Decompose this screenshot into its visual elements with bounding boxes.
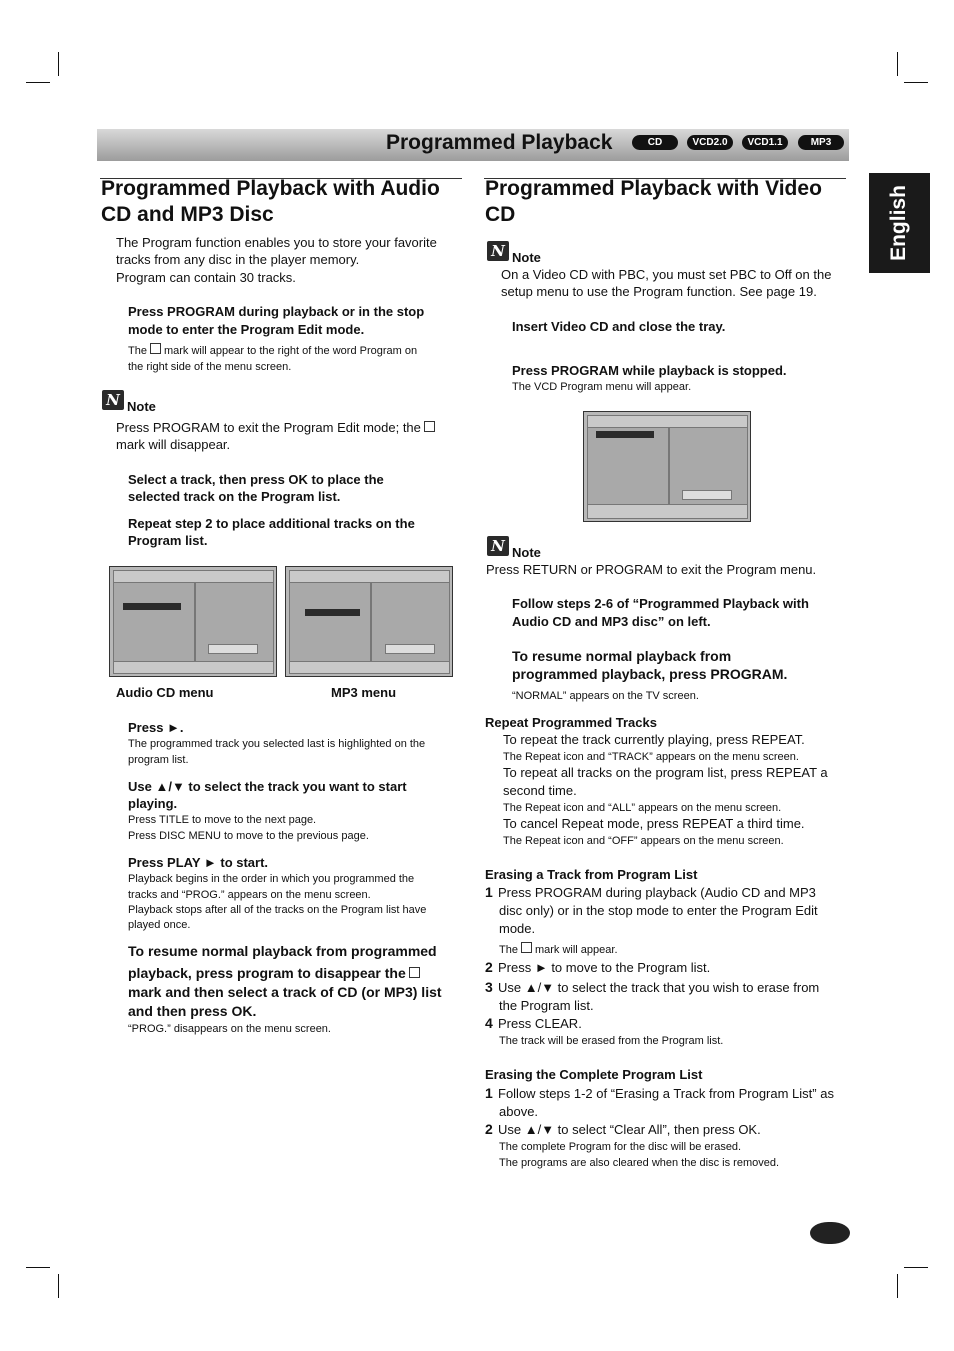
step-number: 3: [485, 979, 493, 995]
step-number: 1: [485, 884, 493, 900]
page-title: Programmed Playback: [386, 131, 613, 154]
resume-instruction: and then press OK.: [128, 1003, 257, 1019]
note-text: On a Video CD with PBC, you must set PBC to Off on the: [501, 267, 832, 282]
note-icon: N: [487, 241, 509, 261]
repeat-text: second time.: [503, 783, 577, 798]
resume-instruction: [128, 965, 423, 983]
audio-cd-menu-screenshot: [109, 566, 277, 677]
resume-detail: “PROG.” disappears on the menu screen.: [128, 1023, 331, 1035]
step-1: mode to enter the Program Edit mode.: [128, 322, 365, 337]
crop-mark: [58, 1274, 59, 1298]
selected-track: [123, 603, 181, 610]
repeat-heading: Repeat Programmed Tracks: [485, 715, 657, 730]
badge-vcd20: VCD2.0: [687, 135, 733, 150]
step-6-detail: tracks and “PROG.” appears on the menu screen.: [128, 889, 371, 901]
step-text: Use ▲/▼ to select the track that you wish to erase from: [498, 980, 820, 995]
step-number: 2: [485, 959, 493, 975]
track-list-pane: [113, 582, 195, 662]
badge-vcd11: VCD1.1: [742, 135, 788, 150]
note-text-part: Press PROGRAM to exit the Program Edit mode; the: [116, 420, 421, 435]
step-3: Repeat step 2 to place additional tracks on the: [128, 516, 415, 531]
vcd-resume: programmed playback, press PROGRAM.: [512, 666, 788, 682]
step-number: 4: [485, 1015, 493, 1031]
step-text: Press ► to move to the Program list.: [498, 960, 711, 975]
vcd-step-3: Audio CD and MP3 disc” on left.: [512, 614, 711, 629]
vcd-resume-detail: “NORMAL” appears on the TV screen.: [512, 690, 699, 702]
repeat-detail: The Repeat icon and “ALL” appears on the menu screen.: [503, 802, 782, 814]
crop-mark: [904, 1267, 928, 1268]
crop-mark: [897, 52, 898, 76]
program-mark-icon: [424, 421, 435, 432]
crop-mark: [904, 82, 928, 83]
step-5: playing.: [128, 796, 178, 811]
clear-step-2-detail: The complete Program for the disc will be erased.: [499, 1141, 742, 1153]
vcd-resume: To resume normal playback from: [512, 648, 732, 664]
detail-text: The: [499, 944, 518, 956]
repeat-detail: The Repeat icon and “OFF” appears on the menu screen.: [503, 835, 784, 847]
right-heading: Programmed Playback with Video: [485, 177, 822, 200]
step-2: Select a track, then press OK to place the: [128, 472, 384, 487]
step-6: Press PLAY ► to start.: [128, 855, 269, 870]
note-label: Note: [512, 545, 541, 560]
repeat-text: To repeat all tracks on the program list, press REPEAT a: [503, 765, 828, 780]
clear-step-2-detail: The programs are also cleared when the disc is removed.: [499, 1157, 780, 1169]
track-list-pane: [587, 427, 669, 505]
track-list-pane: [289, 582, 371, 662]
step-4-detail: program list.: [128, 754, 189, 766]
status-bar: [113, 661, 274, 674]
step-6-detail: Playback stops after all of the tracks on the Program list have: [128, 904, 427, 916]
step-text: Press PROGRAM during playback (Audio CD and MP3: [498, 885, 816, 900]
step-1-detail: [128, 343, 417, 359]
program-mark-icon: [521, 942, 532, 953]
note-text: mark will disappear.: [116, 437, 231, 452]
note-text: setup menu to use the Program function. See page 19.: [501, 284, 817, 299]
caption-audio-cd-menu: Audio CD menu: [116, 685, 214, 700]
step-1: Press PROGRAM during playback or in the stop: [128, 304, 425, 319]
clear-all-button: [385, 644, 435, 654]
program-mark-icon: [409, 967, 420, 978]
step-5-detail: Press TITLE to move to the next page.: [128, 814, 317, 826]
note-label: Note: [127, 399, 156, 414]
step-text: Follow steps 1-2 of “Erasing a Track from Program List” as: [498, 1086, 834, 1101]
crop-mark: [897, 1274, 898, 1298]
status-bar: [289, 661, 450, 674]
caption-mp3-menu: MP3 menu: [331, 685, 397, 700]
repeat-text: To repeat the track currently playing, press REPEAT.: [503, 732, 805, 747]
detail-text: mark will appear to the right of the word Program on: [163, 345, 418, 357]
intro-line: tracks from any disc in the player memory.: [116, 252, 360, 267]
step-4-detail: The programmed track you selected last is highlighted on the: [128, 738, 426, 750]
clear-all-button: [682, 490, 732, 500]
badge-cd: CD: [632, 135, 678, 150]
erase-step-4: [485, 1015, 582, 1033]
erase-step-1: [485, 884, 816, 902]
mp3-menu-screenshot: [285, 566, 453, 677]
erase-step-4-detail: The track will be erased from the Program list.: [499, 1035, 724, 1047]
resume-instruction: To resume normal playback from programmed: [128, 943, 437, 959]
page-number-oval: [810, 1222, 850, 1244]
step-4: Press ►.: [128, 720, 184, 735]
erase-step-1: mode.: [499, 921, 536, 936]
right-heading: CD: [485, 203, 516, 226]
step-number: 2: [485, 1121, 493, 1137]
vcd-step-1: Insert Video CD and close the tray.: [512, 319, 726, 334]
clear-all-button: [208, 644, 258, 654]
resume-instruction: mark and then select a track of CD (or MP3) list: [128, 984, 442, 1000]
note-text: Press RETURN or PROGRAM to exit the Program menu.: [486, 562, 817, 577]
detail-text: The: [128, 345, 147, 357]
vcd-step-2-detail: The VCD Program menu will appear.: [512, 381, 692, 393]
vcd-step-3: Follow steps 2-6 of “Programmed Playback with: [512, 596, 809, 611]
intro-line: Program can contain 30 tracks.: [116, 270, 296, 285]
crop-mark: [26, 82, 50, 83]
step-3: Program list.: [128, 533, 208, 548]
program-mark-icon: [150, 343, 161, 354]
badge-mp3: MP3: [798, 135, 844, 150]
step-number: 1: [485, 1085, 493, 1101]
step-6-detail: Playback begins in the order in which you programmed the: [128, 873, 415, 885]
erase-step-1: disc only) or in the stop mode to enter the Program Edit: [499, 903, 818, 918]
language-tab: [869, 173, 930, 273]
repeat-detail: The Repeat icon and “TRACK” appears on the menu screen.: [503, 751, 799, 763]
selected-track: [596, 431, 654, 438]
step-1-detail: the right side of the menu screen.: [128, 361, 292, 373]
resume-text: playback, press program to disappear the: [128, 965, 406, 981]
crop-mark: [58, 52, 59, 76]
clear-step-1: above.: [499, 1104, 539, 1119]
vcd-step-2: Press PROGRAM while playback is stopped.: [512, 363, 787, 378]
note-text: [116, 419, 438, 437]
erase-step-1-detail: [499, 942, 618, 958]
left-heading: Programmed Playback with Audio CD and MP3 Disc: [101, 177, 440, 226]
step-6-detail: played once.: [128, 919, 191, 931]
language-tab-label: English: [887, 185, 910, 261]
erase-step-3: the Program list.: [499, 998, 594, 1013]
vcd-menu-screenshot: [583, 411, 751, 522]
step-5: Use ▲/▼ to select the track you want to start: [128, 779, 407, 794]
selected-track: [305, 609, 360, 616]
erase-step-2: [485, 959, 710, 977]
step-text: Press CLEAR.: [498, 1016, 582, 1031]
note-icon: N: [102, 390, 124, 410]
step-5-detail: Press DISC MENU to move to the previous page.: [128, 830, 369, 842]
detail-text: mark will appear.: [534, 944, 618, 956]
step-text: Use ▲/▼ to select “Clear All”, then press OK.: [498, 1122, 761, 1137]
clear-heading: Erasing the Complete Program List: [485, 1067, 703, 1082]
erase-step-3: [485, 979, 819, 997]
erase-heading: Erasing a Track from Program List: [485, 867, 698, 882]
status-bar: [587, 504, 748, 519]
intro-line: The Program function enables you to store your favorite: [116, 235, 437, 250]
clear-step-2: [485, 1121, 761, 1139]
note-icon: N: [487, 536, 509, 556]
repeat-text: To cancel Repeat mode, press REPEAT a third time.: [503, 816, 805, 831]
note-label: Note: [512, 250, 541, 265]
step-2: selected track on the Program list.: [128, 489, 341, 504]
clear-step-1: [485, 1085, 834, 1103]
crop-mark: [26, 1267, 50, 1268]
